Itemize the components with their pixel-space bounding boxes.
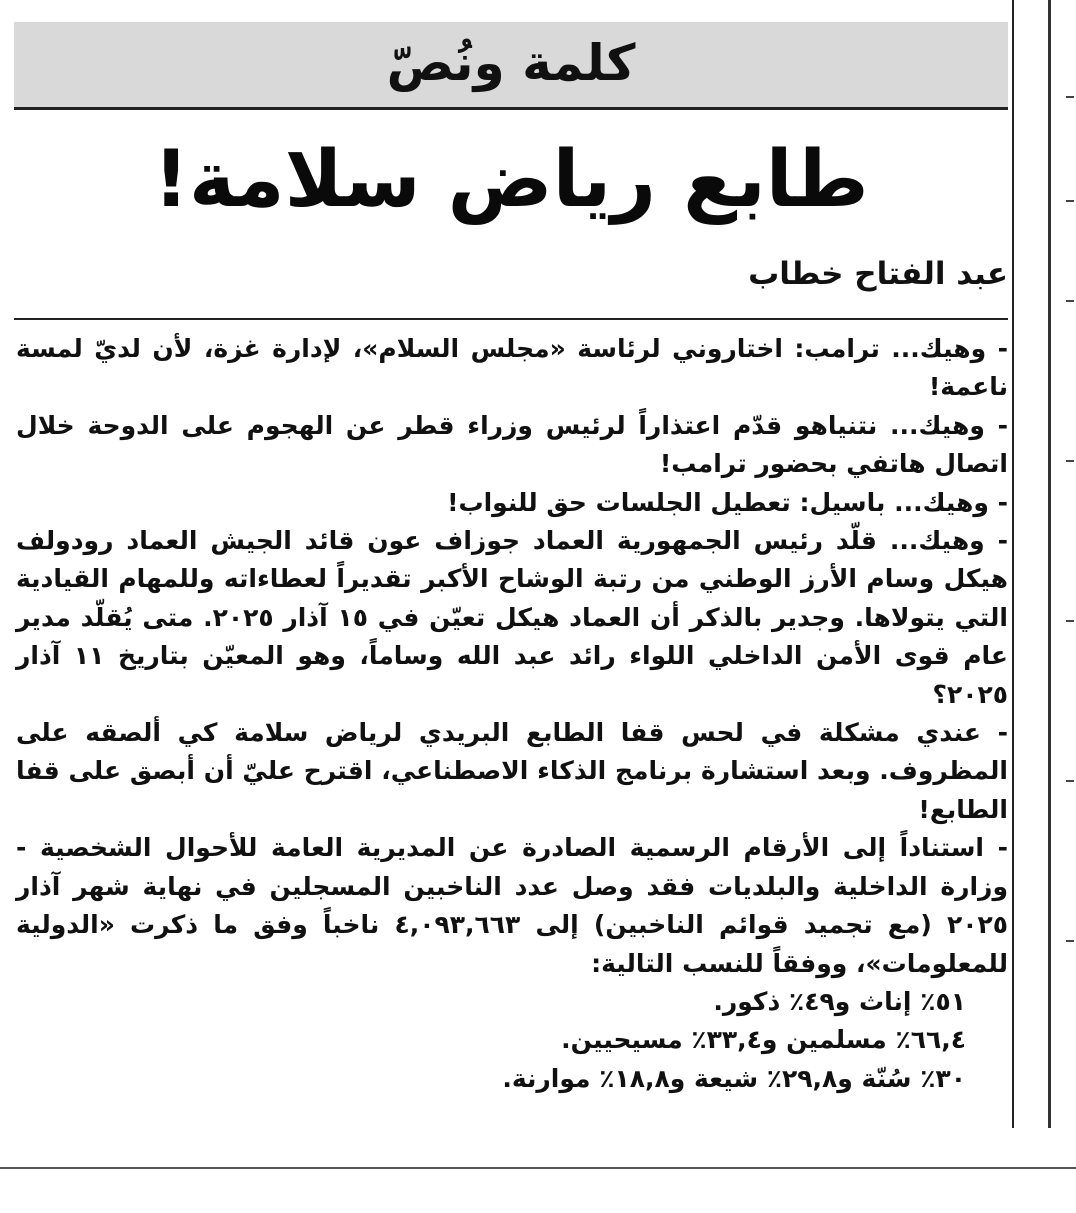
byline-divider [14, 318, 1008, 320]
article-paragraph: - وهيك... نتنياهو قدّم اعتذاراً لرئيس وزراء قطر عن الهجوم على الدوحة خلال اتصال هاتفي بحضور ترامب! [16, 410, 1008, 479]
column-banner [14, 22, 1008, 110]
edge-mark [1066, 200, 1074, 202]
statistic-line: ٣٠٪ سُنّة و٢٩,٨٪ شيعة و١٨,٨٪ موارنة. [502, 1063, 966, 1093]
article-paragraph: - عندي مشكلة في لحس قفا الطابع البريدي لرياض سلامة كي ألصقه على المظروف. وبعد استشارة برنامج الذكاء الاصطناعي، اقترح عليّ أن أبصق على قفا الطابع! [16, 718, 1008, 824]
statistic-line: ٥١٪ إناث و٤٩٪ ذكور. [713, 986, 966, 1016]
article-paragraph: - وهيك... ترامب: اختاروني لرئاسة «مجلس السلام»، لإدارة غزة، لأن لديّ لمسة ناعمة! [16, 334, 1008, 402]
column-divider [1012, 0, 1014, 1128]
edge-mark [1066, 940, 1074, 942]
author-byline: عبد الفتاح خطاب [748, 256, 1008, 292]
edge-mark [1066, 460, 1074, 462]
article-headline: طابع رياض سلامة! [153, 135, 869, 225]
article-paragraph: - وهيك... قلّد رئيس الجمهورية العماد جوزاف عون قائد الجيش العماد رودولف هيكل وسام الأرز الوطني من رتبة الوشاح الأكبر تقديراً لعطاءاته وللمهام القيادية التي يتولاها. وجدير بالذكر أن العماد هيكل تعيّن في ١٥ آذار ٢٠٢٥. متى يُقلّد مدير عام قوى الأمن الداخلي اللواء رائد عبد الله وساماً، وهو المعيّن بتاريخ ١١ آذار ٢٠٢٥؟ [16, 526, 1008, 709]
page-edge-divider [1048, 0, 1051, 1128]
edge-mark [1066, 780, 1074, 782]
edge-mark [1066, 300, 1074, 302]
edge-mark [1066, 96, 1074, 98]
page-bottom-rule [0, 1167, 1076, 1169]
column-title: كلمة ونُصّ [386, 33, 636, 92]
article-paragraph: - استناداً إلى الأرقام الرسمية الصادرة عن المديرية العامة للأحوال الشخصية - وزارة الداخلية والبلديات فقد وصل عدد الناخبين المسجلين في نهاية شهر آذار ٢٠٢٥ (مع تجميد قوائم الناخبين) إلى ٤,٠٩٣,٦٦٣ ناخباً وفق ما ذكرت «الدولية للمعلومات»، ووفقاً للنسب التالية: [16, 833, 1009, 978]
article-body [16, 330, 1008, 1098]
edge-mark [1066, 620, 1074, 622]
statistic-line: ٦٦,٤٪ مسلمين و٣٣,٤٪ مسيحيين. [561, 1025, 966, 1055]
article-paragraph: - وهيك... باسيل: تعطيل الجلسات حق للنواب! [447, 487, 1008, 517]
